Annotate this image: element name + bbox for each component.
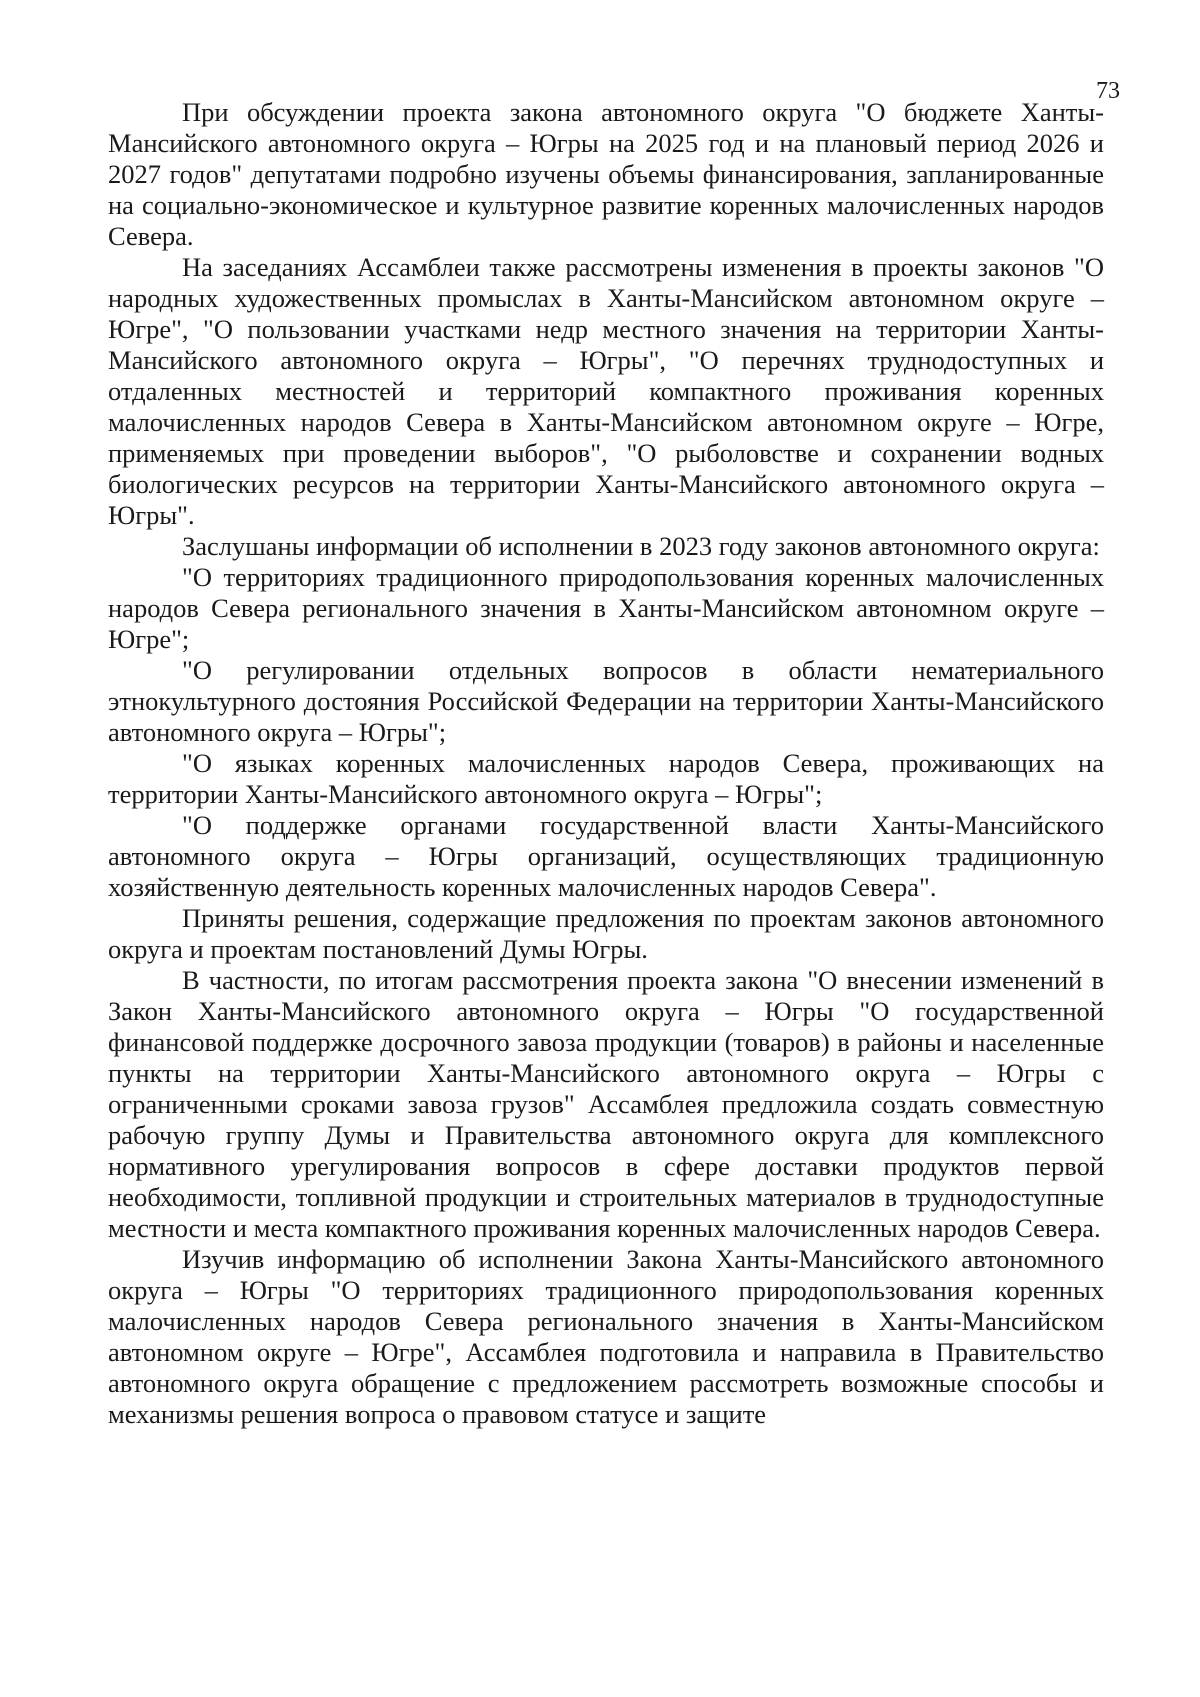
law-item-heritage: "О регулировании отдельных вопросов в области нематериального этнокультурного достояния Российской Федерации на территории Ханты-Мансийского автономного округа – Югры"; xyxy=(108,655,1104,747)
paragraph-draft-laws: На заседаниях Ассамблеи также рассмотрены изменения в проекты законов "О народных художественных промыслах в Ханты-Мансийском автономном округе – Югре", "О пользовании участками недр местного значения на территории Ханты-Мансийского автономного округа – Югры", "О перечнях труднодоступных и отдаленных местностей и территорий компактного проживания коренных малочисленных народов Севера в Ханты-Мансийском автономном округе – Югре, применяемых при проведении выборов", "О рыболовстве и сохранении водных биологических ресурсов на территории Ханты-Мансийского автономного округа – Югры". xyxy=(108,252,1104,530)
page-number: 73 xyxy=(1096,78,1120,104)
paragraph-working-group: В частности, по итогам рассмотрения проекта закона "О внесении изменений в Закон Ханты-Мансийского автономного округа – Югры "О государственной финансовой поддержке досрочного завоза продукции (товаров) в районы и населенные пункты на территории Ханты-Мансийского автономного округа – Югры с ограниченными сроками завоза грузов" Ассамблея предложила создать совместную рабочую группу Думы и Правительства автономного округа для комплексного нормативного урегулирования вопросов в сфере доставки продуктов первой необходимости, топливной продукции и строительных материалов в труднодоступные местности и места компактного проживания коренных малочисленных народов Севера. xyxy=(108,965,1104,1243)
paragraph-appeal: Изучив информацию об исполнении Закона Ханты-Мансийского автономного округа – Югры "О территориях традиционного природопользования коренных малочисленных народов Севера регионального значения в Ханты-Мансийском автономном округе – Югре", Ассамблея подготовила и направила в Правительство автономного округа обращение с предложением рассмотреть возможные способы и механизмы решения вопроса о правовом статусе и защите xyxy=(108,1244,1104,1429)
paragraph-budget-discussion: При обсуждении проекта закона автономного округа "О бюджете Ханты-Мансийского автономного округа – Югры на 2025 год и на плановый период 2026 и 2027 годов" депутатами подробно изучены объемы финансирования, запланированные на социально-экономическое и культурное развитие коренных малочисленных народов Севера. xyxy=(108,97,1104,251)
law-item-support: "О поддержке органами государственной власти Ханты-Мансийского автономного округа – Югры организаций, осуществляющих традиционную хозяйственную деятельность коренных малочисленных народов Севера". xyxy=(108,810,1104,902)
paragraph-decisions: Приняты решения, содержащие предложения по проектам законов автономного округа и проектам постановлений Думы Югры. xyxy=(108,903,1104,964)
law-item-territories: "О территориях традиционного природопользования коренных малочисленных народов Севера регионального значения в Ханты-Мансийском автономном округе – Югре"; xyxy=(108,562,1104,654)
law-item-languages: "О языках коренных малочисленных народов Севера, проживающих на территории Ханты-Мансийского автономного округа – Югры"; xyxy=(108,748,1104,809)
document-body xyxy=(108,97,1104,1430)
paragraph-reports-heard: Заслушаны информации об исполнении в 2023 году законов автономного округа: xyxy=(182,531,1100,561)
